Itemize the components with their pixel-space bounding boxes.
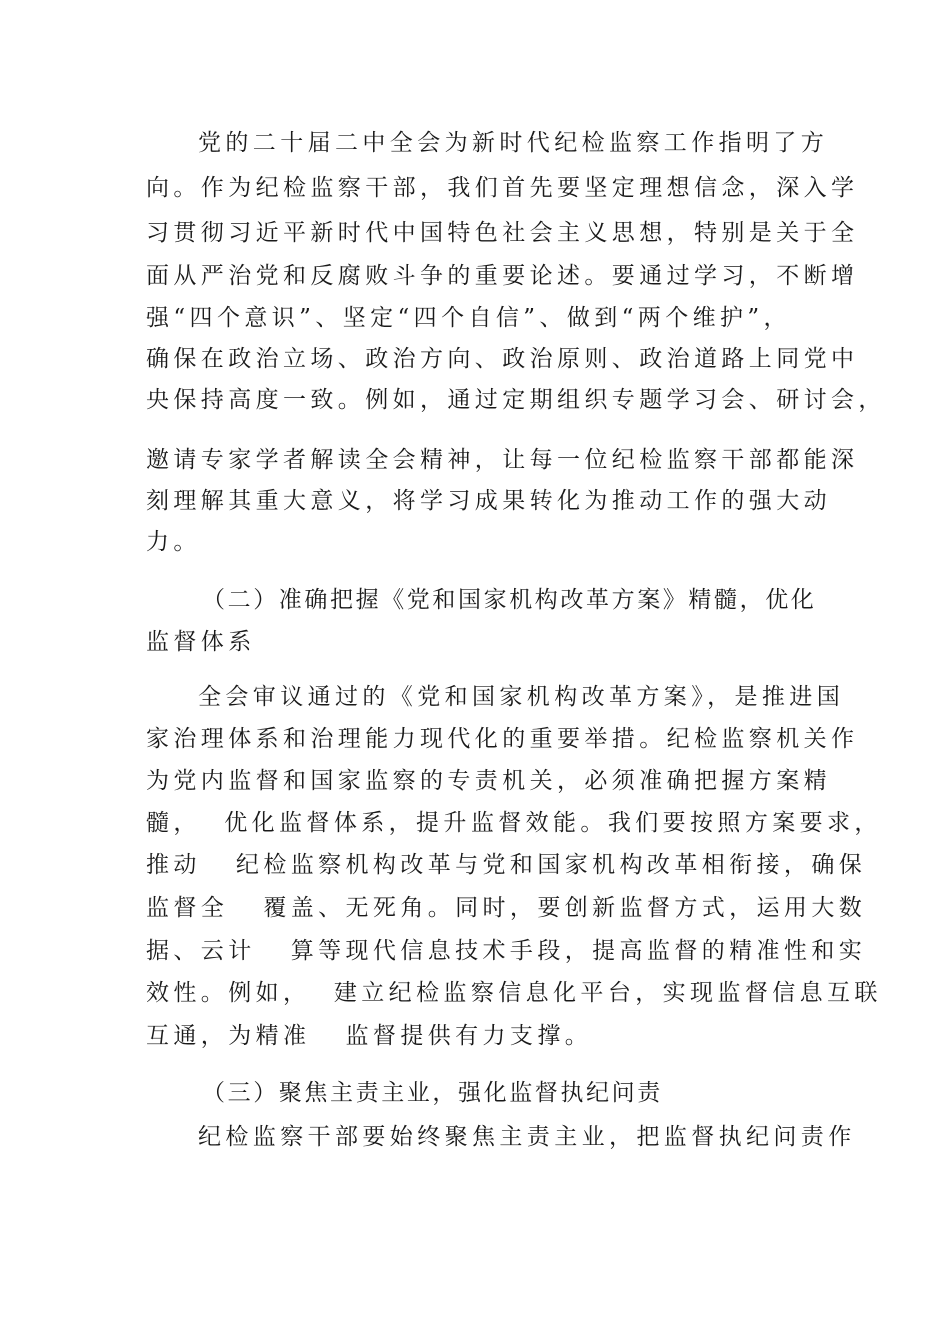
paragraph-2-line: 据、云计 算等现代信息技术手段，提高监督的精准性和实: [146, 938, 867, 964]
paragraph-2-line: 家治理体系和治理能力现代化的重要举措。纪检监察机关作: [146, 726, 859, 752]
paragraph-1-line: 习贯彻习近平新时代中国特色社会主义思想，特别是关于全: [146, 220, 859, 246]
paragraph-1-line: 向。作为纪检监察干部，我们首先要坚定理想信念，深入学: [146, 175, 859, 201]
paragraph-2-line: 互通，为精准 监督提供有力支撑。: [146, 1023, 593, 1049]
section-heading-2-continuation: 监督体系: [146, 629, 256, 655]
paragraph-1-line: 党的二十届二中全会为新时代纪检监察工作指明了方: [198, 130, 829, 156]
paragraph-1-line: 强“四个意识”、坚定“四个自信”、做到“两个维护”，: [146, 305, 791, 331]
section-heading-3: （三）聚焦主责主业，强化监督执纪问责: [202, 1080, 663, 1106]
paragraph-2-line: 为党内监督和国家监察的专责机关，必须准确把握方案精: [146, 768, 831, 794]
paragraph-3-line: 纪检监察干部要始终聚焦主责主业，把监督执纪问责作: [198, 1124, 856, 1150]
paragraph-1-line: 力。: [146, 529, 201, 555]
paragraph-2-line: 髓， 优化监督体系，提升监督效能。我们要按照方案要求，: [146, 810, 882, 836]
section-heading-2: （二）准确把握《党和国家机构改革方案》精髓，优化: [202, 587, 817, 613]
paragraph-2-line: 全会审议通过的《党和国家机构改革方案》，是推进国: [198, 684, 845, 710]
paragraph-1-line: 刻理解其重大意义，将学习成果转化为推动工作的强大动: [146, 488, 831, 514]
paragraph-2-line: 效性。例如， 建立纪检监察信息化平台，实现监督信息互联: [146, 980, 882, 1006]
paragraph-1-line: 面从严治党和反腐败斗争的重要论述。要通过学习，不断增: [146, 263, 859, 289]
paragraph-2-line: 监督全 覆盖、无死角。同时，要创新监督方式，运用大数: [146, 895, 867, 921]
paragraph-2-line: 推动 纪检监察机构改革与党和国家机构改革相衔接，确保: [146, 852, 867, 878]
paragraph-1-line: 确保在政治立场、政治方向、政治原则、政治道路上同党中: [146, 346, 859, 372]
paragraph-1-line: 邀请专家学者解读全会精神，让每一位纪检监察干部都能深: [146, 447, 859, 473]
paragraph-1-line: 央保持高度一致。例如，通过定期组织专题学习会、研讨会，: [146, 387, 886, 413]
